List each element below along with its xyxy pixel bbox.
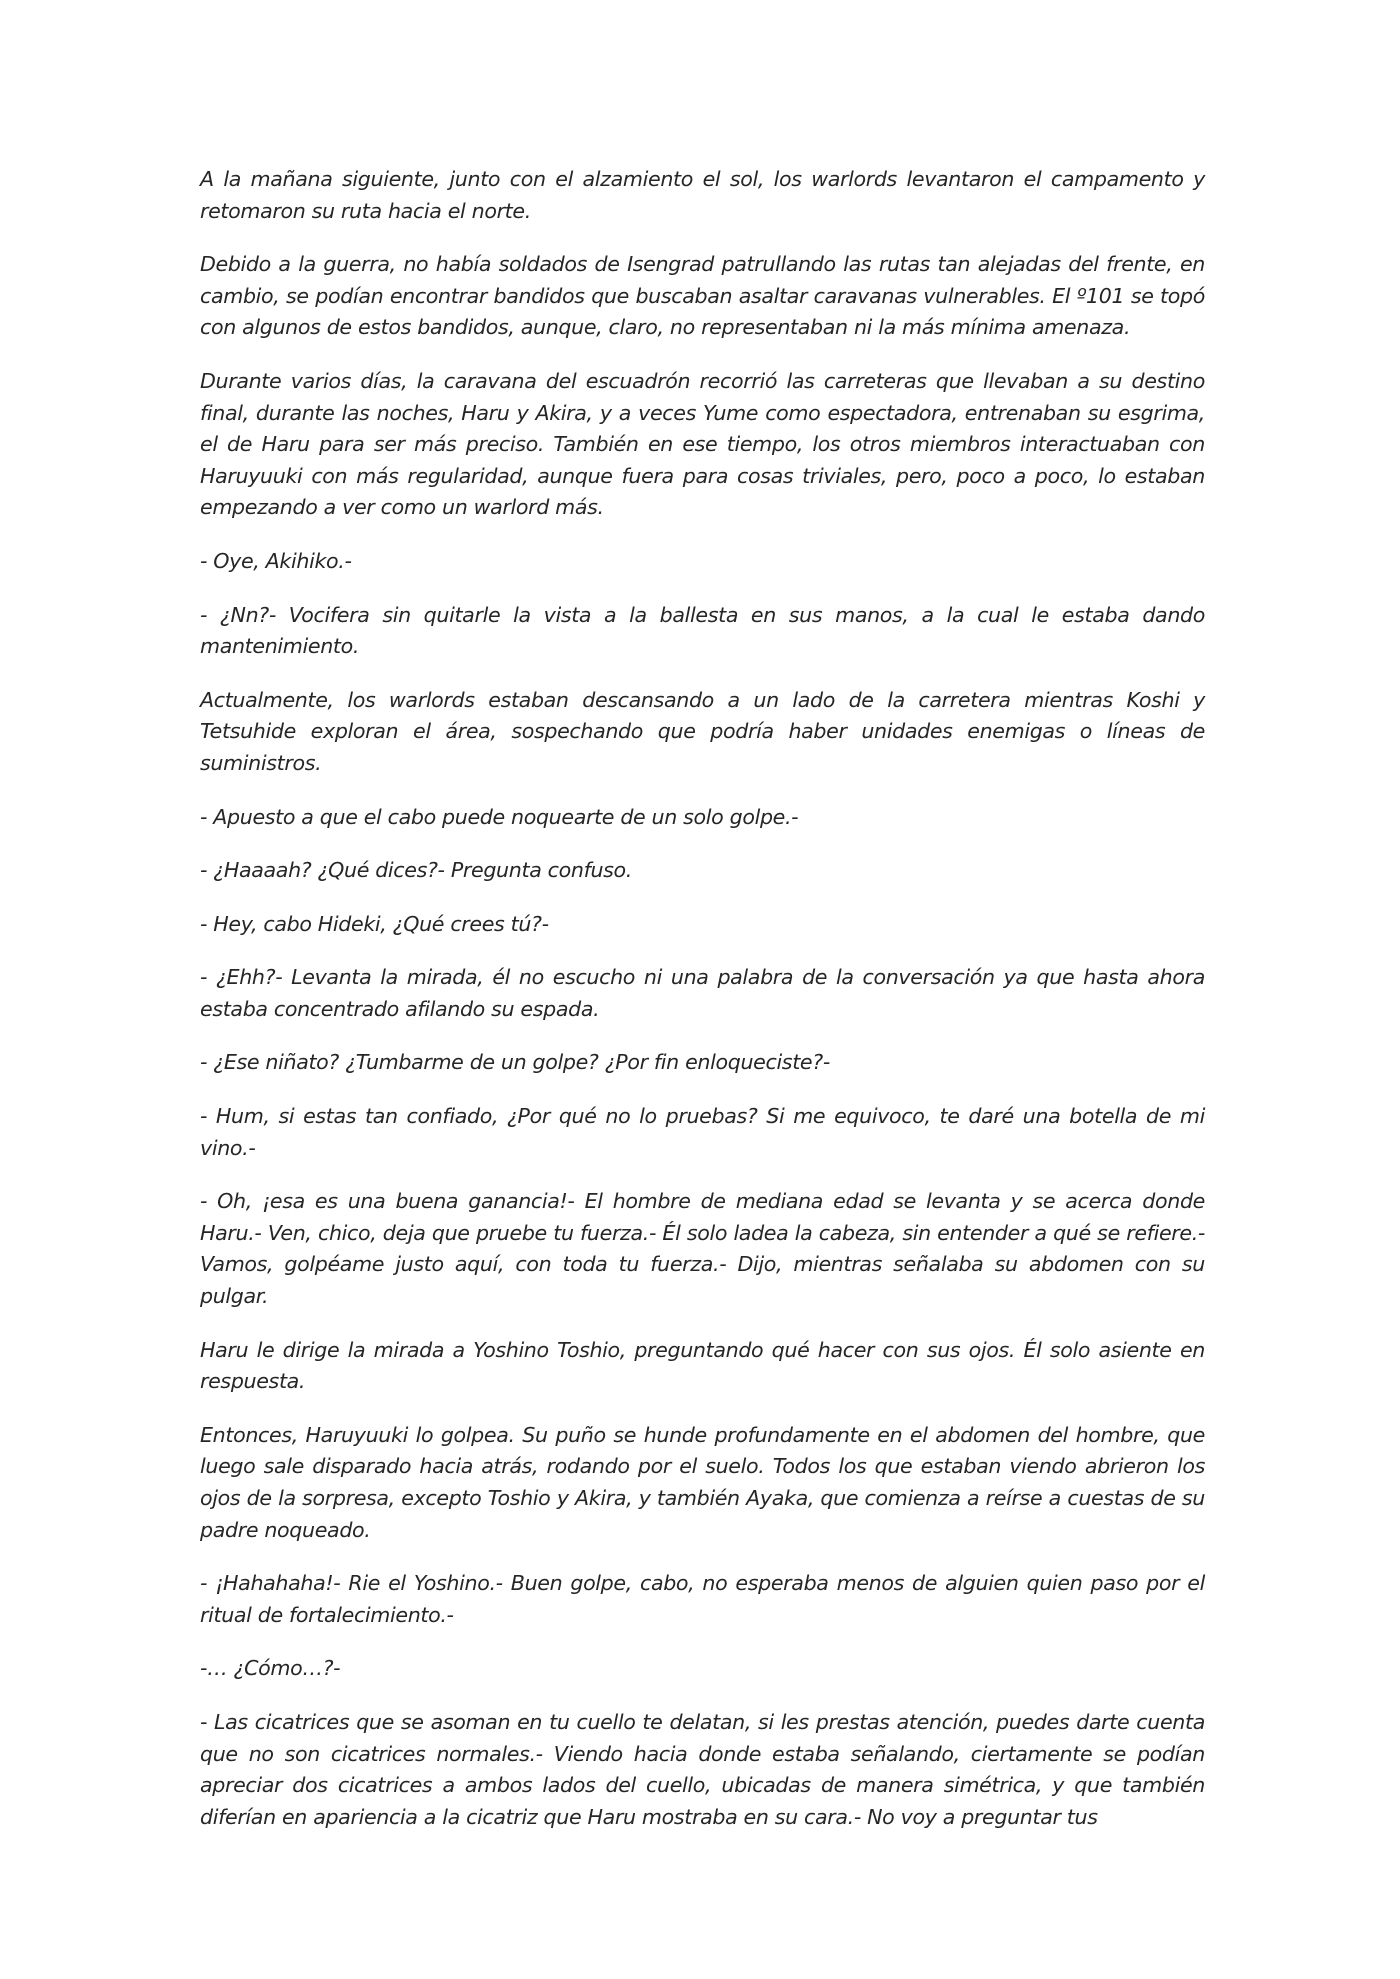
dialogue-line: - Las cicatrices que se asoman en tu cuello te delatan, si les prestas atención, puedes darte cuenta que no son cicatrices normales.- Viendo hacia donde estaba señalando, ciertamente se podían apreciar dos cicatrices a ambos lados del cuello, ubicadas de manera simétrica, y que también diferían en apariencia a la cicatriz que Haru mostraba en su cara.- No voy a preguntar tus — [200, 1709, 1205, 1829]
paragraph: Actualmente, los warlords estaban descansando a un lado de la carretera mientras Koshi y Tetsuhide exploran el área, sospechando que podría haber unidades enemigas o líneas de suministros. — [200, 687, 1205, 775]
paragraph: Entonces, Haruyuuki lo golpea. Su puño se hunde profundamente en el abdomen del hombre, que luego sale disparado hacia atrás, rodando por el suelo. Todos los que estaban viendo abrieron los ojos de la sorpresa, excepto Toshio y Akira, y también Ayaka, que comienza a reírse a cuestas de su padre noqueado. — [200, 1422, 1205, 1542]
document-body — [200, 164, 1205, 1855]
dialogue-line: - ¿Haaaah? ¿Qué dices?- Pregunta confuso. — [200, 858, 633, 883]
dialogue-line: - ¿Nn?- Vocifera sin quitarle la vista a la ballesta en sus manos, a la cual le estaba dando mantenimiento. — [200, 602, 1205, 659]
dialogue-line: - ¡Hahahaha!- Rie el Yoshino.- Buen golpe, cabo, no esperaba menos de alguien quien paso por el ritual de fortalecimiento.- — [200, 1571, 1205, 1627]
dialogue-line: - ¿Ese niñato? ¿Tumbarme de un golpe? ¿Por fin enloqueciste?- — [200, 1050, 830, 1075]
paragraph: A la mañana siguiente, junto con el alzamiento el sol, los warlords levantaron el campamento y retomaron su ruta hacia el norte. — [200, 167, 1205, 223]
dialogue-line: - Oh, ¡esa es una buena ganancia!- El hombre de mediana edad se levanta y se acerca donde Haru.- Ven, chico, deja que pruebe tu fuerza.- Él solo ladea la cabeza, sin entender a qué se refiere.- Vamos, golpéame justo aquí, con toda tu fuerza.- Dijo, mientras señalaba su abdomen con su pulgar. — [200, 1189, 1205, 1309]
paragraph: Durante varios días, la caravana del escuadrón recorrió las carreteras que llevaban a su destino final, durante las noches, Haru y Akira, y a veces Yume como espectadora, entrenaban su esgrima, el de Haru para ser más preciso. También en ese tiempo, los otros miembros interactuaban con Haruyuuki con más regularidad, aunque fuera para cosas triviales, pero, poco a poco, lo estaban empezando a ver como un warlord más. — [200, 368, 1205, 520]
paragraph: Debido a la guerra, no había soldados de Isengrad patrullando las rutas tan alejadas del frente, en cambio, se podían encontrar bandidos que buscaban asaltar caravanas vulnerables. El º101 se topó con algunos de estos bandidos, aunque, claro, no representaban ni la más mínima amenaza. — [200, 252, 1205, 340]
dialogue-line: - Hum, si estas tan confiado, ¿Por qué no lo pruebas? Si me equivoco, te daré una botella de mi vino.- — [200, 1104, 1205, 1160]
paragraph: Haru le dirige la mirada a Yoshino Toshio, preguntando qué hacer con sus ojos. Él solo asiente en respuesta. — [200, 1337, 1205, 1394]
dialogue-line: - Oye, Akihiko.- — [200, 548, 352, 573]
dialogue-line: - Hey, cabo Hideki, ¿Qué crees tú?- — [200, 911, 549, 936]
dialogue-line: - Apuesto a que el cabo puede noquearte de un solo golpe.- — [200, 804, 799, 829]
dialogue-line: - ¿Ehh?- Levanta la mirada, él no escucho ni una palabra de la conversación ya que hasta ahora estaba concentrado afilando su espada. — [200, 965, 1205, 1021]
dialogue-line: -… ¿Cómo…?- — [200, 1656, 341, 1681]
